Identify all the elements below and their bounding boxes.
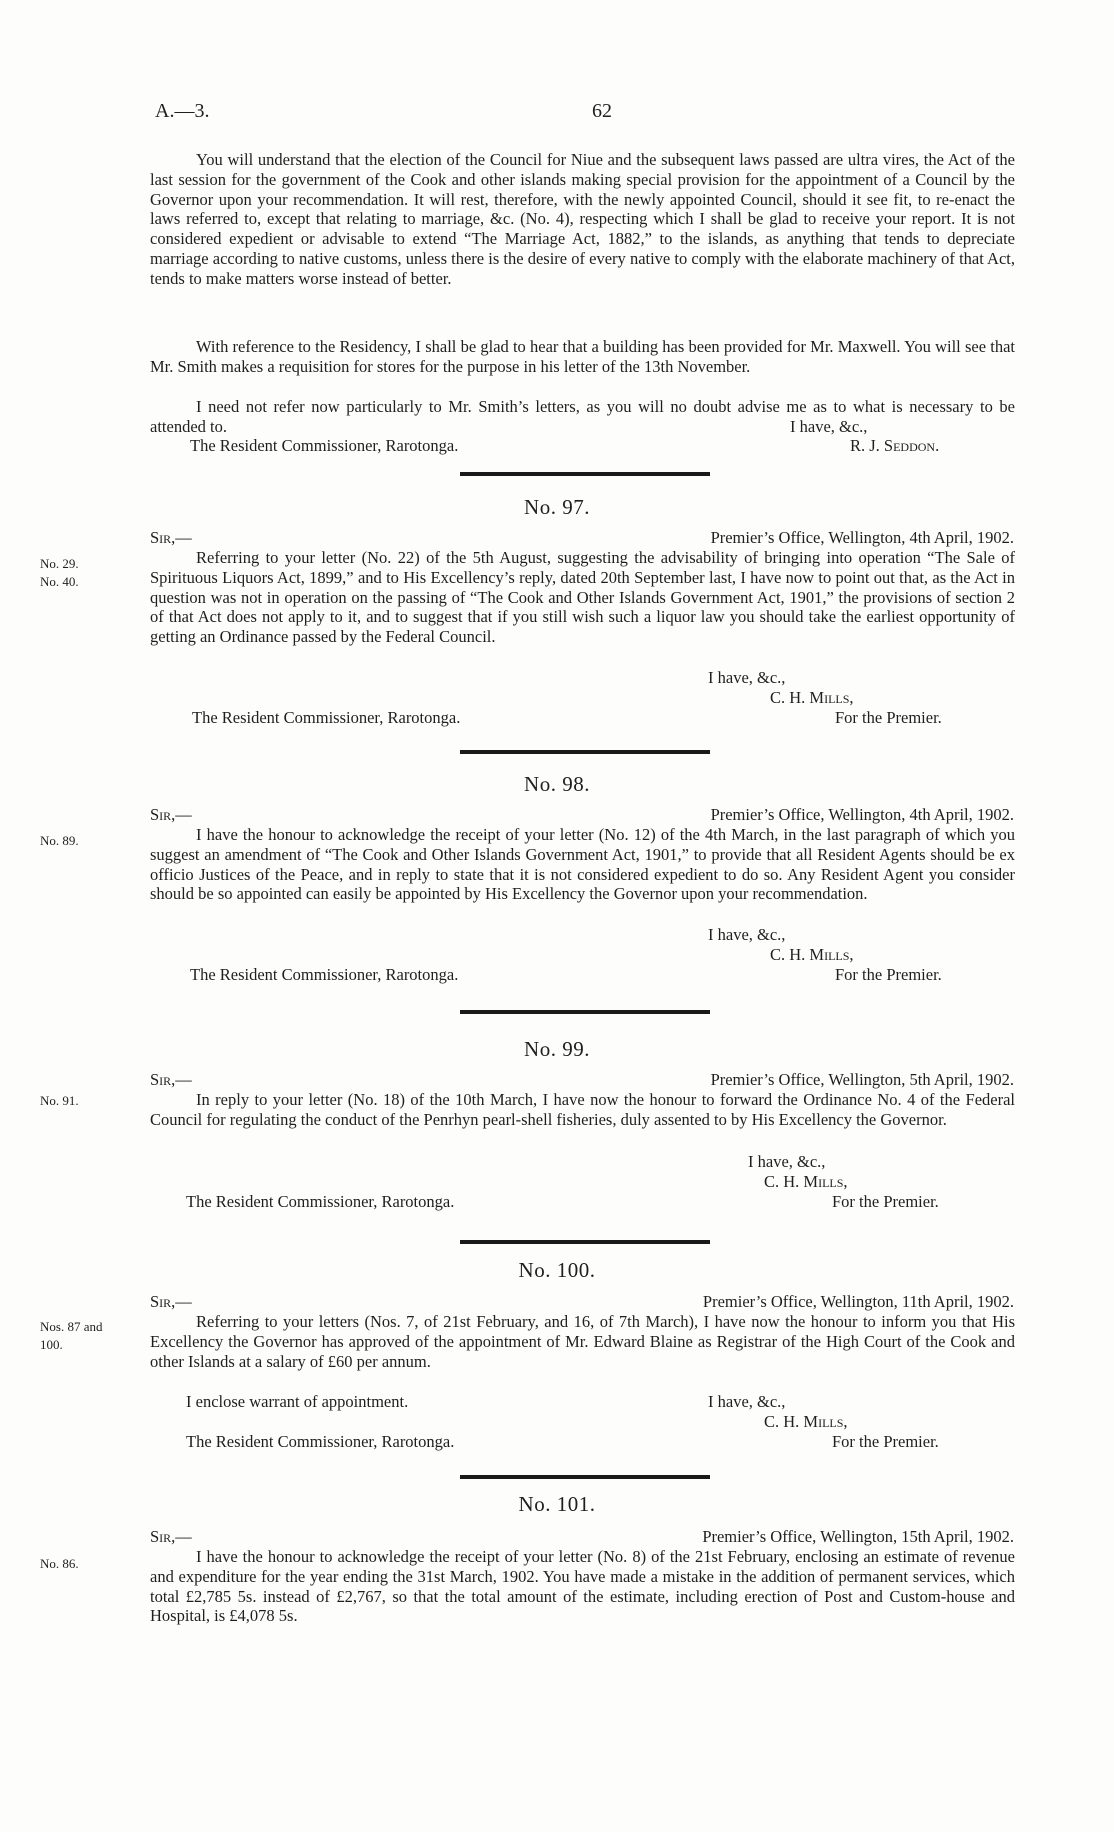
- letter-number: No. 100.: [518, 1258, 596, 1282]
- margin-reference: No. 91.: [40, 1093, 79, 1108]
- salutation: Sir,—: [150, 1292, 192, 1311]
- intro-paragraph-3: I need not refer now particularly to Mr. Smith’s letters, as you will no doubt advise me as to what is necessary to be attended to.: [150, 397, 1015, 436]
- letter-addressee: The Resident Commissioner, Rarotonga.: [190, 965, 459, 984]
- intro-addressee: The Resident Commissioner, Rarotonga.: [190, 436, 459, 455]
- letter-body: I have the honour to acknowledge the receipt of your letter (No. 8) of the 21st February, enclosing an estimate of revenue and expenditure for the year ending the 31st March, 1902. You have made a mistake in the addition of permanent services, which total £2,785 5s. instead of £2,767, so that the total amount of the estimate, including erection of Post and Custom-house and Hospital, is £4,078 5s.: [150, 1547, 1015, 1626]
- letter-addressee: The Resident Commissioner, Rarotonga.: [186, 1192, 455, 1211]
- letter-signature: C. H. Mills,: [770, 945, 854, 964]
- letter-number: No. 99.: [524, 1037, 590, 1061]
- document-reference: A.—3.: [155, 100, 210, 122]
- letter-number: No. 98.: [524, 772, 590, 796]
- signature-title: For the Premier.: [832, 1192, 939, 1211]
- letter-body: Referring to your letters (Nos. 7, of 21st February, and 16, of 7th March), I have now the honour to inform you that His Excellency the Governor has approved of the appointment of Mr. Edward Blaine as Registrar of the High Court of the Cook and other Islands at a salary of £60 per annum.: [150, 1312, 1015, 1371]
- letter-addressee: The Resident Commissioner, Rarotonga.: [186, 1432, 455, 1451]
- letter-addressee: The Resident Commissioner, Rarotonga.: [192, 708, 461, 727]
- salutation: Sir,—: [150, 805, 192, 824]
- letter-closing: I have, &c.,: [708, 1392, 786, 1411]
- intro-paragraph-2: With reference to the Residency, I shall be glad to hear that a building has been provided for Mr. Maxwell. You will see that Mr. Smith makes a requisition for stores for the purpose in his letter of the 13th November.: [150, 337, 1015, 376]
- intro-signature: R. J. Seddon.: [850, 436, 940, 455]
- dateline: Premier’s Office, Wellington, 15th April, 1902.: [702, 1527, 1014, 1546]
- signature-title: For the Premier.: [835, 708, 942, 727]
- letter-number: No. 97.: [524, 495, 590, 519]
- letter-closing: I have, &c.,: [708, 668, 786, 687]
- margin-reference: Nos. 87 and 100.: [40, 1319, 103, 1352]
- letter-body: In reply to your letter (No. 18) of the 10th March, I have now the honour to forward the Ordinance No. 4 of the Federal Council for regulating the conduct of the Penrhyn pearl-shell fisheries, duly assented to by His Excellency the Governor.: [150, 1090, 1015, 1129]
- letter-body: Referring to your letter (No. 22) of the 5th August, suggesting the advisability of bringing into operation “The Sale of Spirituous Liquors Act, 1899,” and to His Excellency’s reply, dated 20th September last, I have now to point out that, as the Act in question was not in operation on the passing of “The Cook and Other Islands Government Act, 1901,” the provisions of section 2 of that Act does not apply to it, and to suggest that if you still wish such a liquor law you should take the earliest opportunity of getting an Ordinance passed by the Federal Council.: [150, 548, 1015, 647]
- page-number: 62: [592, 100, 612, 122]
- section-divider: [460, 1010, 710, 1014]
- letter-signature: C. H. Mills,: [770, 688, 854, 707]
- dateline: Premier’s Office, Wellington, 4th April, 1902.: [710, 528, 1014, 547]
- letter-number: No. 101.: [518, 1492, 596, 1516]
- letter-closing: I have, &c.,: [708, 925, 786, 944]
- page-header: [155, 100, 1030, 130]
- salutation: Sir,—: [150, 1070, 192, 1089]
- margin-reference: No. 86.: [40, 1556, 79, 1571]
- intro-closing: I have, &c.,: [790, 417, 868, 436]
- letter-closing: I have, &c.,: [748, 1152, 826, 1171]
- salutation: Sir,—: [150, 528, 192, 547]
- margin-reference: No. 89.: [40, 833, 79, 848]
- signature-title: For the Premier.: [835, 965, 942, 984]
- section-divider: [460, 472, 710, 476]
- dateline: Premier’s Office, Wellington, 11th April, 1902.: [702, 1292, 1014, 1311]
- dateline: Premier’s Office, Wellington, 4th April, 1902.: [710, 805, 1014, 824]
- letter-signature: C. H. Mills,: [764, 1172, 848, 1191]
- letter-body: I have the honour to acknowledge the receipt of your letter (No. 12) of the 4th March, in the last paragraph of which you suggest an amendment of “The Cook and Other Islands Government Act, 1901,” to provide that all Resident Agents should be ex officio Justices of the Peace, and in reply to state that it is not considered expedient to do so. Any Resident Agent you consider should be so appointed can easily be appointed by His Excellency the Governor upon your recommendation.: [150, 825, 1015, 904]
- intro-paragraph-1: You will understand that the election of the Council for Niue and the subsequent laws passed are ultra vires, the Act of the last session for the government of the Cook and other islands making special provision for the appointment of a Council by the Governor upon your recommendation. It will rest, therefore, with the newly appointed Council, should it see fit, to re-enact the laws referred to, except that relating to marriage, &c. (No. 4), respecting which I shall be glad to receive your report. It is not considered expedient or advisable to extend “The Marriage Act, 1882,” to the islands, as anything that tends to depreciate marriage according to native customs, unless there is the desire of every native to comply with the elaborate machinery of that Act, tends to make matters worse instead of better.: [150, 150, 1015, 288]
- margin-reference: No. 29. No. 40.: [40, 556, 79, 589]
- enclosure-note: I enclose warrant of appointment.: [186, 1392, 409, 1411]
- section-divider: [460, 750, 710, 754]
- signature-title: For the Premier.: [832, 1432, 939, 1451]
- section-divider: [460, 1240, 710, 1244]
- salutation: Sir,—: [150, 1527, 192, 1546]
- letter-signature: C. H. Mills,: [764, 1412, 848, 1431]
- section-divider: [460, 1475, 710, 1479]
- dateline: Premier’s Office, Wellington, 5th April, 1902.: [710, 1070, 1014, 1089]
